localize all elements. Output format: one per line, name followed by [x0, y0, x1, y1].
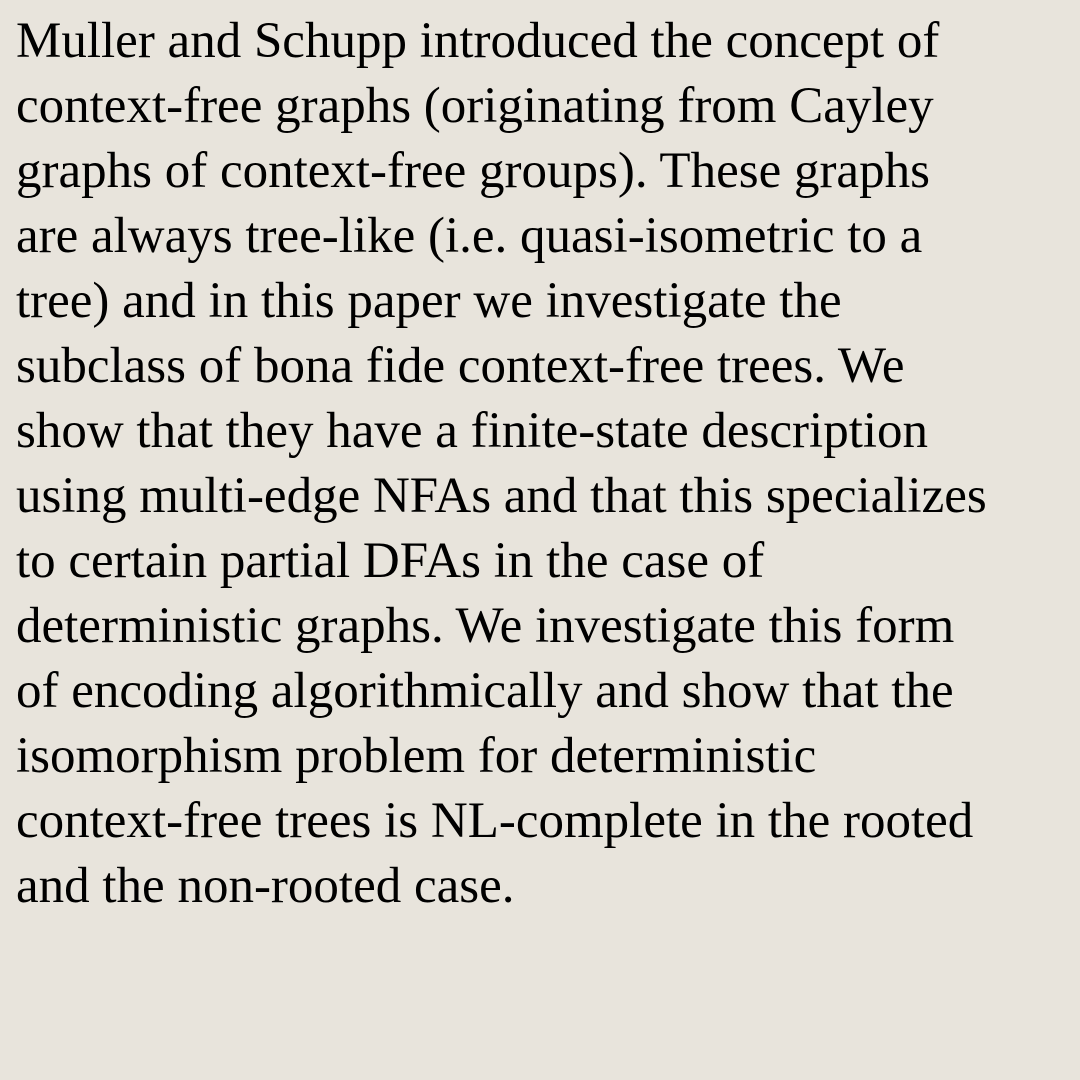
abstract-line-11: of encoding algorithmically and show that the — [16, 663, 954, 719]
abstract-line-6: subclass of bona fide context-free trees. We — [16, 338, 905, 394]
abstract-text — [16, 9, 1072, 919]
abstract-line-10: deterministic graphs. We investigate this form — [16, 598, 955, 654]
abstract-line-14: and the non-rooted case. — [16, 858, 515, 914]
abstract-line-4: are always tree-like (i.e. quasi-isometric to a — [16, 208, 923, 264]
abstract-line-5: tree) and in this paper we investigate the — [16, 273, 842, 329]
abstract-line-7: show that they have a finite-state description — [16, 403, 929, 459]
abstract-line-9: to certain partial DFAs in the case of — [16, 533, 765, 589]
abstract-line-3: graphs of context-free groups). These graphs — [16, 143, 930, 199]
abstract-line-13: context-free trees is NL-complete in the rooted — [16, 793, 974, 849]
abstract-line-1: Muller and Schupp introduced the concept of — [16, 13, 940, 69]
abstract-line-12: isomorphism problem for deterministic — [16, 728, 817, 784]
abstract-line-8: using multi-edge NFAs and that this specializes — [16, 468, 987, 524]
abstract-line-2: context-free graphs (originating from Cayley — [16, 78, 934, 134]
